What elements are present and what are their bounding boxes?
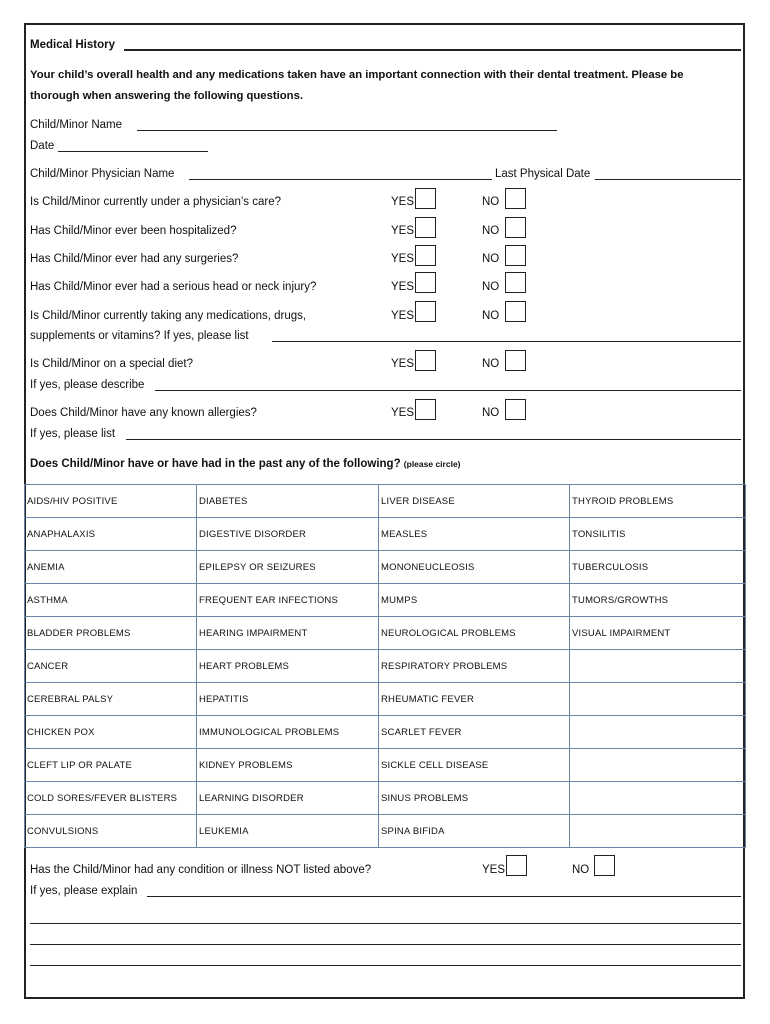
yes-label: YES bbox=[391, 358, 415, 370]
condition-cell[interactable]: MEASLES bbox=[379, 518, 570, 551]
conditions-row bbox=[25, 650, 746, 683]
conditions-row bbox=[25, 551, 746, 584]
condition-cell[interactable]: SICKLE CELL DISEASE bbox=[379, 749, 570, 782]
condition-cell[interactable]: THYROID PROBLEMS bbox=[570, 485, 746, 518]
condition-cell[interactable]: DIABETES bbox=[197, 485, 379, 518]
no-label: NO bbox=[482, 281, 500, 293]
condition-cell[interactable]: VISUAL IMPAIRMENT bbox=[570, 617, 746, 650]
yes-label: YES bbox=[391, 407, 415, 419]
condition-cell[interactable]: BLADDER PROBLEMS bbox=[25, 617, 197, 650]
explain-field-line[interactable] bbox=[30, 944, 741, 945]
conditions-row bbox=[25, 485, 746, 518]
condition-cell[interactable]: RHEUMATIC FEVER bbox=[379, 683, 570, 716]
yes-label: YES bbox=[391, 196, 415, 208]
condition-cell[interactable]: CLEFT LIP OR PALATE bbox=[25, 749, 197, 782]
no-label: NO bbox=[482, 310, 500, 322]
no-checkbox[interactable] bbox=[505, 217, 526, 238]
conditions-row bbox=[25, 782, 746, 815]
conditions-table bbox=[24, 484, 746, 848]
no-checkbox[interactable] bbox=[505, 350, 526, 371]
condition-cell[interactable]: LEARNING DISORDER bbox=[197, 782, 379, 815]
conditions-row bbox=[25, 815, 746, 848]
condition-cell[interactable] bbox=[570, 782, 746, 815]
child-name-label: Child/Minor Name bbox=[30, 119, 123, 131]
condition-cell[interactable]: ANEMIA bbox=[25, 551, 197, 584]
no-label: NO bbox=[572, 864, 590, 876]
explain-field-line[interactable] bbox=[30, 923, 741, 924]
condition-cell[interactable]: LEUKEMIA bbox=[197, 815, 379, 848]
no-checkbox[interactable] bbox=[505, 301, 526, 322]
condition-cell[interactable]: IMMUNOLOGICAL PROBLEMS bbox=[197, 716, 379, 749]
condition-cell[interactable]: SINUS PROBLEMS bbox=[379, 782, 570, 815]
physician-name-label: Child/Minor Physician Name bbox=[30, 168, 175, 180]
child-name-field[interactable] bbox=[137, 130, 557, 131]
title-underline bbox=[124, 49, 741, 51]
condition-cell[interactable]: ASTHMA bbox=[25, 584, 197, 617]
condition-cell[interactable]: CANCER bbox=[25, 650, 197, 683]
condition-cell[interactable]: HEPATITIS bbox=[197, 683, 379, 716]
no-label: NO bbox=[482, 407, 500, 419]
condition-cell[interactable]: CEREBRAL PALSY bbox=[25, 683, 197, 716]
conditions-heading-text: Does Child/Minor have or have had in the past any of the following? bbox=[30, 458, 401, 470]
no-checkbox[interactable] bbox=[505, 188, 526, 209]
condition-cell[interactable]: NEUROLOGICAL PROBLEMS bbox=[379, 617, 570, 650]
conditions-note: (please circle) bbox=[403, 459, 461, 469]
condition-cell[interactable]: MONONEUCLEOSIS bbox=[379, 551, 570, 584]
no-checkbox[interactable] bbox=[505, 399, 526, 420]
condition-cell[interactable]: KIDNEY PROBLEMS bbox=[197, 749, 379, 782]
physician-name-field[interactable] bbox=[189, 179, 492, 180]
explain-label: If yes, please explain bbox=[30, 885, 138, 897]
diet-describe-field[interactable] bbox=[155, 390, 741, 391]
condition-cell[interactable] bbox=[570, 683, 746, 716]
medications-list-field[interactable] bbox=[272, 341, 741, 342]
yes-checkbox[interactable] bbox=[415, 350, 436, 371]
yes-label: YES bbox=[391, 225, 415, 237]
condition-cell[interactable]: EPILEPSY OR SEIZURES bbox=[197, 551, 379, 584]
conditions-row bbox=[25, 518, 746, 551]
conditions-row bbox=[25, 617, 746, 650]
intro-text-line1: Your child’s overall health and any medications taken have an important connection with their dental treatment. Please be bbox=[30, 69, 684, 81]
date-field[interactable] bbox=[58, 151, 208, 152]
condition-cell[interactable]: HEARING IMPAIRMENT bbox=[197, 617, 379, 650]
no-label: NO bbox=[482, 358, 500, 370]
yes-checkbox[interactable] bbox=[415, 188, 436, 209]
question-physician-care: Is Child/Minor currently under a physician’s care? bbox=[30, 196, 281, 208]
condition-cell[interactable] bbox=[570, 749, 746, 782]
condition-cell[interactable]: TUBERCULOSIS bbox=[570, 551, 746, 584]
conditions-row bbox=[25, 716, 746, 749]
yes-label: YES bbox=[391, 253, 415, 265]
condition-cell[interactable]: LIVER DISEASE bbox=[379, 485, 570, 518]
condition-cell[interactable]: TUMORS/GROWTHS bbox=[570, 584, 746, 617]
form-title: Medical History bbox=[30, 39, 115, 51]
condition-cell[interactable]: CONVULSIONS bbox=[25, 815, 197, 848]
yes-checkbox[interactable] bbox=[415, 399, 436, 420]
condition-cell[interactable]: SPINA BIFIDA bbox=[379, 815, 570, 848]
condition-cell[interactable] bbox=[570, 716, 746, 749]
conditions-row bbox=[25, 749, 746, 782]
yes-checkbox[interactable] bbox=[415, 272, 436, 293]
no-label: NO bbox=[482, 196, 500, 208]
allergies-list-label: If yes, please list bbox=[30, 428, 116, 440]
question-head-neck-injury: Has Child/Minor ever had a serious head or neck injury? bbox=[30, 281, 317, 293]
condition-cell[interactable]: HEART PROBLEMS bbox=[197, 650, 379, 683]
conditions-heading bbox=[30, 457, 461, 471]
conditions-row bbox=[25, 683, 746, 716]
yes-checkbox[interactable] bbox=[415, 245, 436, 266]
question-medications: Is Child/Minor currently taking any medications, drugs, bbox=[30, 310, 307, 322]
condition-cell[interactable]: CHICKEN POX bbox=[25, 716, 197, 749]
medications-list-label: supplements or vitamins? If yes, please list bbox=[30, 330, 249, 342]
no-checkbox[interactable] bbox=[594, 855, 615, 876]
last-physical-field[interactable] bbox=[595, 179, 741, 180]
yes-checkbox[interactable] bbox=[506, 855, 527, 876]
no-label: NO bbox=[482, 225, 500, 237]
question-allergies: Does Child/Minor have any known allergies? bbox=[30, 407, 257, 419]
explain-field-line[interactable] bbox=[30, 965, 741, 966]
condition-cell[interactable]: COLD SORES/FEVER BLISTERS bbox=[25, 782, 197, 815]
question-surgeries: Has Child/Minor ever had any surgeries? bbox=[30, 253, 239, 265]
condition-cell[interactable]: RESPIRATORY PROBLEMS bbox=[379, 650, 570, 683]
yes-checkbox[interactable] bbox=[415, 301, 436, 322]
no-checkbox[interactable] bbox=[505, 272, 526, 293]
last-physical-label: Last Physical Date bbox=[495, 168, 591, 180]
yes-label: YES bbox=[391, 281, 415, 293]
no-checkbox[interactable] bbox=[505, 245, 526, 266]
yes-label: YES bbox=[482, 864, 506, 876]
yes-checkbox[interactable] bbox=[415, 217, 436, 238]
allergies-list-field[interactable] bbox=[126, 439, 741, 440]
question-special-diet: Is Child/Minor on a special diet? bbox=[30, 358, 193, 370]
condition-cell[interactable]: AIDS/HIV POSITIVE bbox=[25, 485, 197, 518]
diet-describe-label: If yes, please describe bbox=[30, 379, 145, 391]
yes-label: YES bbox=[391, 310, 415, 322]
condition-cell[interactable]: DIGESTIVE DISORDER bbox=[197, 518, 379, 551]
condition-cell[interactable]: MUMPS bbox=[379, 584, 570, 617]
condition-cell[interactable] bbox=[570, 815, 746, 848]
question-hospitalized: Has Child/Minor ever been hospitalized? bbox=[30, 225, 237, 237]
question-other-condition: Has the Child/Minor had any condition or illness NOT listed above? bbox=[30, 864, 372, 876]
conditions-row bbox=[25, 584, 746, 617]
explain-field[interactable] bbox=[147, 896, 741, 897]
condition-cell[interactable] bbox=[570, 650, 746, 683]
intro-text-line2: thorough when answering the following questions. bbox=[30, 90, 304, 102]
condition-cell[interactable]: TONSILITIS bbox=[570, 518, 746, 551]
no-label: NO bbox=[482, 253, 500, 265]
condition-cell[interactable]: ANAPHALAXIS bbox=[25, 518, 197, 551]
condition-cell[interactable]: FREQUENT EAR INFECTIONS bbox=[197, 584, 379, 617]
date-label: Date bbox=[30, 140, 55, 152]
condition-cell[interactable]: SCARLET FEVER bbox=[379, 716, 570, 749]
